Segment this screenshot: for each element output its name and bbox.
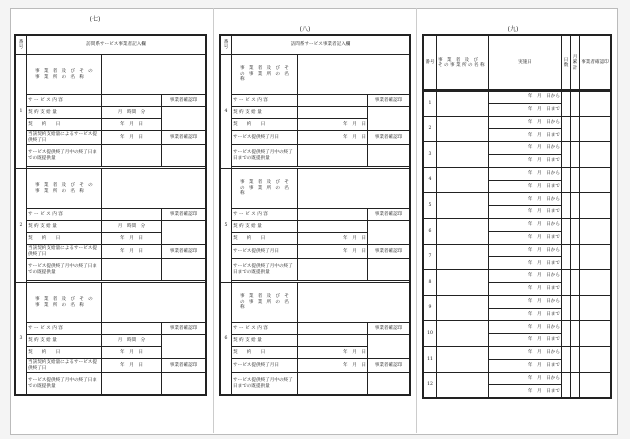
contract-label: 契 約 日 [232,119,298,131]
service-label: サ ー ビ ス 内 容 [232,209,298,221]
days-field[interactable] [562,91,571,117]
entry-index: 5 [424,193,437,219]
panel-9-table [423,35,611,91]
date-to-field[interactable]: 年 月 日まで [489,282,562,295]
monthly-field[interactable] [571,270,580,296]
stamp-field[interactable] [162,107,206,131]
name-field[interactable] [298,169,410,209]
entry-index: 3 [424,142,437,168]
end-label: 当該契約支給量によるサービス提供終了日 [27,245,102,259]
service-field[interactable] [298,209,368,221]
monthly-field[interactable] [571,244,580,270]
name-field[interactable] [437,346,489,372]
entry-index: 4 [424,167,437,193]
date-to-field[interactable]: 年 月 日まで [489,334,562,347]
used-field[interactable] [102,145,162,167]
name-field[interactable] [437,244,489,270]
name-field[interactable] [102,169,206,209]
name-label: 事 業 者 及 び そ の 事 業 所 の 名 称 [27,55,102,95]
header-title: 訪問系サービス事業者記入欄 [232,36,410,55]
used-label: サービス提供終了月中の終了日までの既提供量 [27,145,102,167]
days-field[interactable] [562,193,571,219]
used-field[interactable] [298,259,368,281]
used-field[interactable] [298,145,368,167]
end-label: 当該契約支給量によるサービス提供終了日 [27,359,102,373]
date-from-field[interactable]: 年 月 日から [489,116,562,129]
panel-number: (七) [89,16,101,23]
volume-label: 契 約 支 給 量 [232,221,298,233]
service-field[interactable] [298,95,368,107]
stamp-field[interactable] [368,259,410,281]
monthly-field[interactable] [571,116,580,142]
header-name-label: 事 業 者 及 び その事業所の名称 [437,36,489,91]
days-field[interactable] [562,218,571,244]
stamp-field[interactable] [162,145,206,167]
days-field[interactable] [562,142,571,168]
days-field[interactable] [562,372,571,398]
name-label: 事 業 者 及 び そ の 事 業 所 の 名 称 [232,55,298,95]
service-field[interactable] [102,323,162,335]
panel-number: (八) [299,26,311,33]
service-label: サ ー ビ ス 内 容 [232,323,298,335]
entry-index: 11 [424,346,437,372]
contract-date-field[interactable]: 年 月 日 [102,119,162,131]
monthly-field[interactable] [571,321,580,347]
stamp-field[interactable] [580,372,611,398]
end-date-field[interactable]: 年 月 日 [102,131,162,145]
stamp-field[interactable] [162,259,206,281]
contract-date-field[interactable]: 年 月 日 [102,233,162,245]
stamp-field[interactable] [368,221,410,245]
used-label: サービス提供終了月中の終了日までの既提供量 [232,373,298,395]
date-to-field[interactable]: 年 月 日まで [489,180,562,193]
stamp-field[interactable] [580,270,611,296]
name-field[interactable] [437,218,489,244]
used-label: サービス提供終了月中の終了日までの既提供量 [232,145,298,167]
check-label: 事業者確認印 [368,245,410,259]
stamp-field[interactable] [162,221,206,245]
date-from-field[interactable]: 年 月 日から [489,244,562,257]
end-label: サービス提供終了月日 [232,131,298,145]
stamp-field[interactable] [368,335,410,359]
contract-date-field[interactable]: 年 月 日 [298,233,368,245]
name-field[interactable] [437,193,489,219]
contract-label: 契 約 日 [232,233,298,245]
days-field[interactable] [562,321,571,347]
monthly-field[interactable] [571,372,580,398]
volume-label: 契 約 支 給 量 [27,107,102,119]
days-field[interactable] [562,270,571,296]
name-field[interactable] [102,55,206,95]
date-to-field[interactable]: 年 月 日まで [489,103,562,116]
date-from-field[interactable]: 年 月 日から [489,91,562,104]
stamp-field[interactable] [580,91,611,117]
entry-index: 4 [221,55,232,169]
stamp-field[interactable] [580,346,611,372]
stamp-field[interactable] [580,193,611,219]
used-label: サービス提供終了月中の終了日までの既提供量 [27,373,102,395]
volume-field[interactable]: 月 時間 分 [102,221,162,233]
entry-index: 5 [221,169,232,283]
date-from-field[interactable]: 年 月 日から [489,372,562,385]
panel-number: (九) [507,26,519,33]
name-field[interactable] [102,283,206,323]
monthly-field[interactable] [571,167,580,193]
date-from-field[interactable]: 年 月 日から [489,295,562,308]
entry-index: 2 [424,116,437,142]
service-field[interactable] [102,95,162,107]
end-date-field[interactable]: 年 月 日 [102,245,162,259]
entry-index: 10 [424,321,437,347]
check-label: 事業者確認印 [162,209,206,221]
name-field[interactable] [298,283,410,323]
entry-index: 1 [16,55,27,169]
entry-index: 8 [424,270,437,296]
contract-label: 契 約 日 [27,119,102,131]
monthly-field[interactable] [571,142,580,168]
stamp-field[interactable] [580,244,611,270]
service-field[interactable] [102,209,162,221]
contract-date-field[interactable]: 年 月 日 [298,119,368,131]
service-label: サ ー ビ ス 内 容 [27,323,102,335]
header-title: 訪問系サービス事業者記入欄 [27,36,206,55]
panel-9-rows [423,90,611,398]
date-from-field[interactable]: 年 月 日から [489,270,562,283]
end-label: サービス提供終了月日 [232,245,298,259]
end-label: サービス提供終了月日 [232,359,298,373]
days-field[interactable] [562,295,571,321]
stamp-field[interactable] [162,335,206,359]
entry-index: 1 [424,91,437,117]
check-label: 事業者確認印 [368,131,410,145]
name-field[interactable] [437,295,489,321]
end-date-field[interactable]: 年 月 日 [102,359,162,373]
panel-8-table [220,35,410,395]
entry-index: 6 [424,218,437,244]
check-label: 事業者確認印 [368,323,410,335]
date-to-field[interactable]: 年 月 日まで [489,385,562,398]
date-from-field[interactable]: 年 月 日から [489,321,562,334]
service-label: サ ー ビ ス 内 容 [27,209,102,221]
entry-index: 2 [16,169,27,283]
monthly-field[interactable] [571,193,580,219]
service-field[interactable] [298,323,368,335]
volume-field[interactable] [298,221,368,233]
entry-index: 12 [424,372,437,398]
date-from-field[interactable]: 年 月 日から [489,167,562,180]
name-field[interactable] [437,167,489,193]
contract-date-field[interactable]: 年 月 日 [298,347,368,359]
monthly-field[interactable] [571,91,580,117]
name-field[interactable] [437,91,489,117]
name-label: 事 業 者 及 び そ の 事 業 所 の 名 称 [27,169,102,209]
used-field[interactable] [298,373,368,395]
page-divider [213,8,214,433]
date-to-field[interactable]: 年 月 日まで [489,129,562,142]
stamp-field[interactable] [368,145,410,167]
volume-field[interactable] [298,335,368,347]
date-to-field[interactable]: 年 月 日まで [489,308,562,321]
name-field[interactable] [437,321,489,347]
check-label: 事業者確認印 [368,359,410,373]
page-divider [416,8,417,433]
check-label: 事業者確認印 [368,95,410,107]
stamp-field[interactable] [580,295,611,321]
entry-index: 6 [221,283,232,395]
date-from-field[interactable]: 年 月 日から [489,346,562,359]
volume-field[interactable]: 月 時間 分 [102,335,162,347]
date-from-field[interactable]: 年 月 日から [489,218,562,231]
entry-index: 7 [424,244,437,270]
check-label: 事業者確認印 [162,323,206,335]
name-field[interactable] [437,116,489,142]
name-field[interactable] [437,142,489,168]
volume-label: 契 約 支 給 量 [232,107,298,119]
used-field[interactable] [102,373,162,395]
monthly-field[interactable] [571,346,580,372]
volume-label: 契 約 支 給 量 [27,335,102,347]
name-field[interactable] [298,55,410,95]
contract-date-field[interactable]: 年 月 日 [102,347,162,359]
volume-label: 契 約 支 給 量 [232,335,298,347]
end-date-field[interactable]: 年 月 日 [298,131,368,145]
volume-field[interactable] [298,107,368,119]
stamp-field[interactable] [580,167,611,193]
end-date-field[interactable]: 年 月 日 [298,359,368,373]
contract-label: 契 約 日 [27,347,102,359]
days-field[interactable] [562,116,571,142]
header-days-label: 日数 [562,36,571,91]
name-label: 事 業 者 及 び そ の 事 業 所 の 名 称 [232,283,298,323]
date-to-field[interactable]: 年 月 日まで [489,257,562,270]
stamp-field[interactable] [580,116,611,142]
contract-label: 契 約 日 [232,347,298,359]
header-check-label: 事業者確認印 [580,36,611,91]
service-label: サ ー ビ ス 内 容 [232,95,298,107]
end-label: 当該契約支給量によるサービス提供終了日 [27,131,102,145]
header-number-label: 番号 [16,36,27,55]
service-label: サ ー ビ ス 内 容 [27,95,102,107]
header-number-label: 番号 [221,36,232,55]
monthly-field[interactable] [571,218,580,244]
volume-field[interactable]: 月 時間 分 [102,107,162,119]
entry-index: 3 [16,283,27,395]
stamp-field[interactable] [580,142,611,168]
monthly-field[interactable] [571,295,580,321]
header-monthly-label: 月累計 [571,36,580,91]
header-dates-label: 実施日 [489,36,562,91]
stamp-field[interactable] [162,373,206,395]
date-to-field[interactable]: 年 月 日まで [489,231,562,244]
date-from-field[interactable]: 年 月 日から [489,193,562,206]
stamp-field[interactable] [580,321,611,347]
name-label: 事 業 者 及 び そ の 事 業 所 の 名 称 [27,283,102,323]
panel-7-table [15,35,206,395]
date-from-field[interactable]: 年 月 日から [489,142,562,155]
stamp-field[interactable] [580,218,611,244]
header-number-label: 番号 [424,36,437,91]
date-to-field[interactable]: 年 月 日まで [489,206,562,219]
used-field[interactable] [102,259,162,281]
check-label: 事業者確認印 [162,359,206,373]
name-field[interactable] [437,372,489,398]
entry-index: 9 [424,295,437,321]
used-label: サービス提供終了月中の終了日までの既提供量 [232,259,298,281]
used-label: サービス提供終了月中の終了日までの既提供量 [27,259,102,281]
check-label: 事業者確認印 [368,209,410,221]
contract-label: 契 約 日 [27,233,102,245]
days-field[interactable] [562,346,571,372]
days-field[interactable] [562,167,571,193]
stamp-field[interactable] [368,107,410,131]
date-to-field[interactable]: 年 月 日まで [489,359,562,372]
check-label: 事業者確認印 [162,131,206,145]
volume-label: 契 約 支 給 量 [27,221,102,233]
date-to-field[interactable]: 年 月 日まで [489,154,562,167]
days-field[interactable] [562,244,571,270]
end-date-field[interactable]: 年 月 日 [298,245,368,259]
stamp-field[interactable] [368,373,410,395]
check-label: 事業者確認印 [162,245,206,259]
check-label: 事業者確認印 [162,95,206,107]
name-label: 事 業 者 及 び そ の 事 業 所 の 名 称 [232,169,298,209]
name-field[interactable] [437,270,489,296]
